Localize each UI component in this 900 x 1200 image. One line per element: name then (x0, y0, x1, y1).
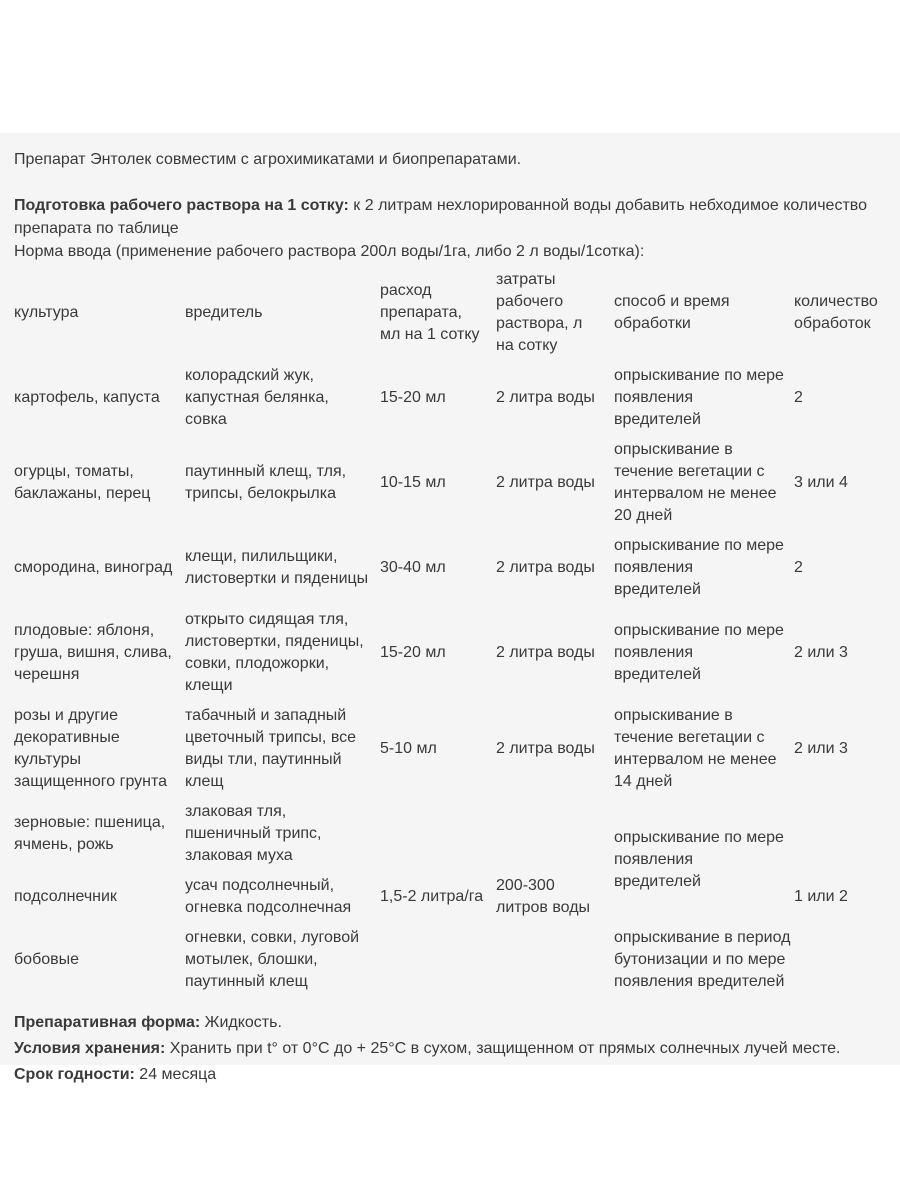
table-row (14, 701, 886, 797)
product-description-panel (0, 133, 900, 1083)
cell-dose: 15-20 мл (380, 389, 446, 406)
header-count: количество обработок (794, 293, 878, 332)
cell-dose: 5-10 мл (380, 740, 437, 757)
cell-count: 1 или 2 (794, 888, 848, 905)
cell-pest: злаковая тля, пшеничный трипс, злаковая муха (185, 803, 322, 864)
cell-culture: плодовые: яблоня, груша, вишня, слива, черешня (14, 622, 172, 683)
header-dose: расход препарата, мл на 1 сотку (380, 282, 480, 343)
norm-line: Норма ввода (применение рабочего раствора 200л воды/1га, либо 2 л воды/1сотка): (14, 243, 645, 260)
cell-dose: 15-20 мл (380, 644, 446, 661)
header-method: способ и время обработки (614, 293, 730, 332)
cell-count: 3 или 4 (794, 474, 848, 491)
table-row (14, 531, 886, 605)
cell-dose: 1,5-2 литра/га (380, 888, 484, 905)
cell-solution: 2 литра воды (496, 644, 595, 661)
cell-dose: 10-15 мл (380, 474, 446, 491)
cell-dose: 30-40 мл (380, 559, 446, 576)
cell-count: 2 (794, 389, 803, 406)
shelf-life-value: 24 месяца (134, 1066, 217, 1083)
storage-line (14, 1036, 886, 1062)
cell-culture: подсолнечник (14, 888, 117, 905)
header-culture: культура (14, 304, 79, 321)
table-header-row (14, 265, 886, 361)
form-label: Препаративная форма: (14, 1014, 201, 1031)
cell-method: опрыскивание по мере появления вредителей (614, 829, 784, 890)
cell-method: опрыскивание по мере появления вредителей (614, 537, 784, 598)
preparation-label: Подготовка рабочего раствора на 1 сотку: (14, 197, 349, 214)
cell-method: опрыскивание по мере появления вредителей (614, 622, 784, 683)
preparation-text: к 2 литрам нехлорированной воды добавить небходимое количество препарата по таблице (14, 197, 867, 237)
table-row (14, 605, 886, 701)
cell-solution: 2 литра воды (496, 389, 595, 406)
cell-solution: 200-300 литров воды (496, 877, 591, 916)
storage-label: Условия хранения: (14, 1040, 166, 1057)
cell-pest: табачный и западный цветочный трипсы, все виды тли, паутинный клещ (185, 707, 357, 790)
table-row (14, 361, 886, 435)
cell-solution: 2 литра воды (496, 740, 595, 757)
cell-method: опрыскивание в период бутонизации и по мере появления вредителей (614, 929, 791, 990)
table-row (14, 435, 886, 531)
header-solution: затраты рабочего раствора, л на сотку (496, 271, 583, 354)
cell-count: 2 или 3 (794, 644, 848, 661)
usage-table (14, 265, 886, 997)
cell-method: опрыскивание в течение вегетации с интервалом не менее 20 дней (614, 441, 777, 524)
cell-culture: зерновые: пшеница, ячмень, рожь (14, 814, 166, 853)
cell-pest: усач подсолнечный, огневка подсолнечная (185, 877, 352, 916)
cell-pest: огневки, совки, луговой мотылек, блошки, паутинный клещ (185, 929, 360, 990)
form-value: Жидкость. (200, 1014, 282, 1031)
cell-culture: розы и другие декоративные культуры защищенного грунта (14, 707, 168, 790)
cell-culture: картофель, капуста (14, 389, 160, 406)
header-pest: вредитель (185, 304, 263, 321)
cell-solution: 2 литра воды (496, 474, 595, 491)
storage-value: Хранить при t° от 0°C до + 25°C в сухом, защищенном от прямых солнечных лучей месте. (165, 1040, 841, 1057)
form-line (14, 1010, 886, 1036)
compatibility-line: Препарат Энтолек совместим с агрохимикатами и биопрепаратами. (14, 151, 522, 168)
cell-method: опрыскивание по мере появления вредителей (614, 367, 784, 428)
cell-pest: открыто сидящая тля, листовертки, пяденицы, совки, плодожорки, клещи (185, 611, 364, 694)
cell-pest: паутинный клещ, тля, трипсы, белокрылка (185, 463, 347, 502)
footer-info (14, 1010, 886, 1088)
cell-count: 2 (794, 559, 803, 576)
cell-culture: бобовые (14, 951, 80, 968)
cell-culture: огурцы, томаты, баклажаны, перец (14, 463, 151, 502)
shelf-life-label: Срок годности: (14, 1066, 135, 1083)
cell-method: опрыскивание в течение вегетации с интервалом не менее 14 дней (614, 707, 777, 790)
cell-pest: колорадский жук, капустная белянка, совка (185, 367, 329, 428)
cell-culture: смородина, виноград (14, 559, 173, 576)
shelf-life-line (14, 1062, 886, 1088)
preparation-line (14, 194, 886, 240)
cell-count: 2 или 3 (794, 740, 848, 757)
table-row (14, 797, 886, 871)
cell-pest: клещи, пилильщики, листовертки и пяденицы (185, 548, 369, 587)
cell-solution: 2 литра воды (496, 559, 595, 576)
